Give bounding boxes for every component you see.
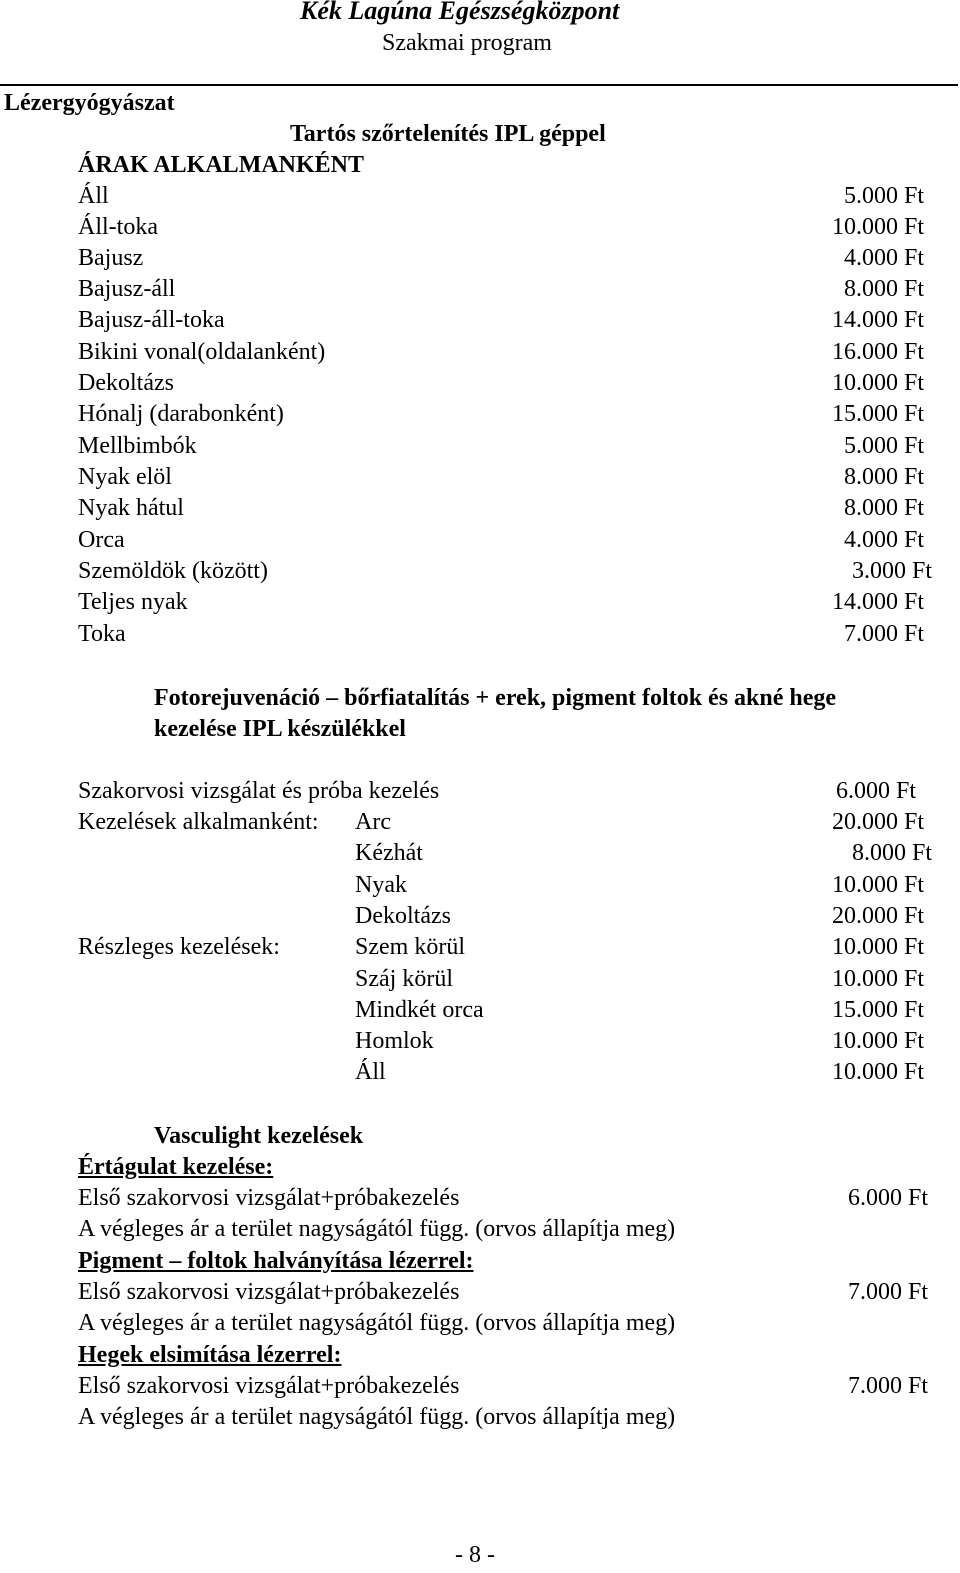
list-item-price: 8.000 Ft xyxy=(843,495,924,521)
list-item-price: 5.000 Ft xyxy=(843,433,924,459)
list-item-price: 8.000 Ft xyxy=(851,840,932,866)
list-item-price: 10.000 Ft xyxy=(831,1059,924,1085)
section-title: Lézergyógyászat xyxy=(4,90,175,116)
list-item-name: Nyak elöl xyxy=(78,464,172,490)
header-rule xyxy=(0,84,958,86)
list-item-price: 14.000 Ft xyxy=(831,307,924,333)
list-item-price: 16.000 Ft xyxy=(831,339,924,365)
vasc-price-note: A végleges ár a terület nagyságától függ. (orvos állapítja meg) xyxy=(78,1310,676,1336)
list-item-name: Szem körül xyxy=(355,934,465,960)
list-item-name: Homlok xyxy=(355,1028,434,1054)
list-item-price: 5.000 Ft xyxy=(843,183,924,209)
foto-heading-line1: Fotorejuvenáció – bőrfiatalítás + erek, pigment foltok és akné hege xyxy=(154,685,837,711)
vasc-group-title: Hegek elsimítása lézerrel: xyxy=(78,1342,342,1368)
list-item-price: 14.000 Ft xyxy=(831,589,924,615)
list-item-price: 20.000 Ft xyxy=(831,903,924,929)
list-item-price: 10.000 Ft xyxy=(831,214,924,240)
list-item-price: 10.000 Ft xyxy=(831,1028,924,1054)
vasc-group-title: Értágulat kezelése: xyxy=(78,1154,274,1180)
vasc-consult-label: Első szakorvosi vizsgálat+próbakezelés xyxy=(78,1279,460,1305)
list-item-name: Arc xyxy=(355,809,391,835)
list-item-price: 10.000 Ft xyxy=(831,934,924,960)
vasc-consult-price: 7.000 Ft xyxy=(847,1373,928,1399)
vasc-consult-label: Első szakorvosi vizsgálat+próbakezelés xyxy=(78,1185,460,1211)
list-item-price: 8.000 Ft xyxy=(843,464,924,490)
consult-price: 6.000 Ft xyxy=(835,778,916,804)
list-item-price: 7.000 Ft xyxy=(843,621,924,647)
per-session-label: Kezelések alkalmanként: xyxy=(78,809,319,835)
document-title: Kék Lagúna Egészségközpont xyxy=(300,0,620,25)
list-item-price: 4.000 Ft xyxy=(843,245,924,271)
list-item-name: Dekoltázs xyxy=(355,903,451,929)
foto-heading-line2: kezelése IPL készülékkel xyxy=(154,716,406,742)
list-item-name: Teljes nyak xyxy=(78,589,188,615)
list-item-name: Bikini vonal(oldalanként) xyxy=(78,339,326,365)
list-item-name: Áll-toka xyxy=(78,214,158,240)
list-item-name: Kézhát xyxy=(355,840,423,866)
list-item-name: Mellbimbók xyxy=(78,433,197,459)
list-item-price: 10.000 Ft xyxy=(831,966,924,992)
list-item-price: 8.000 Ft xyxy=(843,276,924,302)
list-item-name: Bajusz-áll-toka xyxy=(78,307,225,333)
vasc-consult-price: 6.000 Ft xyxy=(847,1185,928,1211)
vasc-heading: Vasculight kezelések xyxy=(154,1123,364,1149)
partial-label: Részleges kezelések: xyxy=(78,934,280,960)
list-item-name: Szemöldök (között) xyxy=(78,558,268,584)
list-item-name: Toka xyxy=(78,621,126,647)
list-item-price: 4.000 Ft xyxy=(843,527,924,553)
list-item-name: Nyak xyxy=(355,872,407,898)
document-subtitle: Szakmai program xyxy=(382,30,552,56)
ipl-heading: Tartós szőrtelenítés IPL géppel xyxy=(290,121,606,147)
list-item-name: Mindkét orca xyxy=(355,997,484,1023)
consult-label: Szakorvosi vizsgálat és próba kezelés xyxy=(78,778,440,804)
list-item-name: Bajusz-áll xyxy=(78,276,176,302)
list-item-price: 3.000 Ft xyxy=(851,558,932,584)
list-item-name: Nyak hátul xyxy=(78,495,184,521)
list-item-price: 10.000 Ft xyxy=(831,370,924,396)
vasc-consult-label: Első szakorvosi vizsgálat+próbakezelés xyxy=(78,1373,460,1399)
list-item-name: Áll xyxy=(355,1059,386,1085)
list-item-name: Hónalj (darabonként) xyxy=(78,401,284,427)
list-item-price: 15.000 Ft xyxy=(831,401,924,427)
list-item-name: Orca xyxy=(78,527,125,553)
vasc-price-note: A végleges ár a terület nagyságától függ. (orvos állapítja meg) xyxy=(78,1404,676,1430)
list-item-price: 20.000 Ft xyxy=(831,809,924,835)
list-item-name: Bajusz xyxy=(78,245,144,271)
page-number: - 8 - xyxy=(455,1542,495,1568)
list-item-name: Dekoltázs xyxy=(78,370,174,396)
list-item-price: 15.000 Ft xyxy=(831,997,924,1023)
ipl-subheading: ÁRAK ALKALMANKÉNT xyxy=(78,152,365,178)
vasc-group-title: Pigment – foltok halványítása lézerrel: xyxy=(78,1248,474,1274)
list-item-name: Áll xyxy=(78,183,109,209)
list-item-name: Száj körül xyxy=(355,966,453,992)
vasc-consult-price: 7.000 Ft xyxy=(847,1279,928,1305)
list-item-price: 10.000 Ft xyxy=(831,872,924,898)
vasc-price-note: A végleges ár a terület nagyságától függ. (orvos állapítja meg) xyxy=(78,1216,676,1242)
